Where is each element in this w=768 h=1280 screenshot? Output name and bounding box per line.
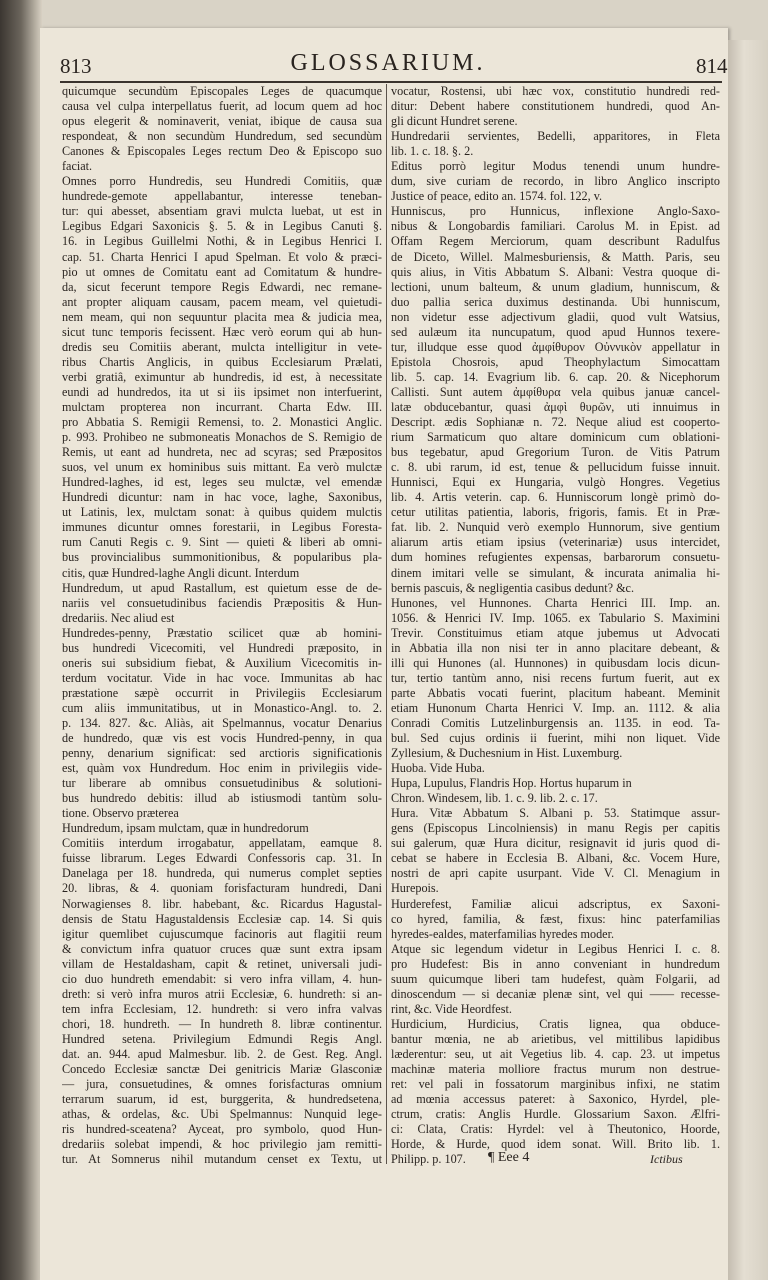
text-line: immunes dicuntur omnes forestarii, in Legibus Foresta- [62,520,382,535]
running-title: GLOSSARIUM. [290,50,486,76]
text-line: rint, &c. Vide Heordfest. [391,1001,512,1016]
text-line: vocatur, Rostensi, ubi hæc vox, constitutio hundredi red- [391,84,720,98]
text-line: bus tegebatur, apud Gregorium Turon. de Vitis Patrum [391,445,720,460]
catchword: Ictibus [650,1152,683,1166]
text-line: lib. 4. Artis veterin. cap. 6. Hunniscorum longè primò do- [391,490,720,505]
text-line: cap. 51. Charta Henrici I apud Spelman. Et volo & præci- [62,249,382,264]
text-line: quis alius, in Vitis Abbatum S. Albani: Vestra quoque di- [391,264,720,279]
text-line: terrarum suarum, id est, burggerita, & hundredsetena, [62,1092,382,1107]
text-line: sed aulæum ita nuncupatum, quod apud Hunnos texere- [391,324,720,339]
text-line: præstatione sæpè occurrit in Privilegiis Ecclesiarum [62,685,382,700]
text-line: igitur quemlibet cujuscumque facinoris aut flagitii reum [62,926,382,941]
text-line: mulctam propterea non incurrant. Charta Edw. III. [62,399,382,414]
text-line: fat. lib. 2. Nunquid verò exemplo Hunnorum, sive gentium [391,520,720,535]
column-divider [386,84,387,1164]
left-page-number: 813 [60,54,92,78]
page-edges [728,40,768,1280]
text-line: bantur mœnia, ne ab arietibus, vel mittilibus lapidibus [391,1031,720,1046]
text-line: tione. Observo præterea [62,806,179,821]
text-line: dredis seu Comitiis aberant, mulcta intelligitur in vete- [62,339,382,354]
text-line: Comitiis interdum irrogabatur, appellatam, eamque 8. [62,836,382,851]
text-line: p. 134. 827. &c. Aliàs, ait Spelmannus, vocatur Denarius [62,715,382,730]
text-line: penny, denarium significat: sed arctioris significationis [62,746,382,761]
text-line: ditur: Debent habere constitutionem hundredi, quod An- [391,99,720,114]
text-line: Hundredi dicuntur: nam in hac voce, laghe, Saxonibus, [62,490,382,505]
text-line: bus provincialibus summonitionibus, & popularibus pla- [62,550,382,565]
text-line: Callisti. Sunt autem ἀμφίθυρα vela quibus januæ cancel- [391,384,720,399]
text-line: de hundredo, quæ vis est vocis Hundred-penny, in qua [62,731,382,746]
text-line: Philipp. p. 107. [391,1152,466,1167]
text-line: p. 993. Prohibeo ne submoneatis Monachos de S. Remigio de [62,430,382,445]
text-line: Justice of peace, edito an. 1574. fol. 122, v. [391,189,603,204]
text-line: Horde, & Hurde, quod idem sonat. Will. Brito lib. 1. [391,1137,720,1152]
text-line: Hurdicium, Hurdicius, Cratis lignea, qua obduce- [391,1016,720,1031]
text-line: ad mœnia accessus pateret: à Saxonico, Hyrdel, ple- [391,1092,720,1107]
text-line: lectioni, unum balteum, & unum gladium, hunniscum, & [391,279,720,294]
text-line: villam de Hestaldasham, capit & retinet, universali judi- [62,956,382,971]
text-line: tur: qui abesset, absentiam gravi mulcta luebat, ut est in [62,204,382,219]
text-line: & convictum infra quatuor cruces quæ sunt extra ipsam [62,941,382,956]
text-line: ant propter aliquam causam, pacem meam, vel quietudi- [62,294,382,309]
text-line: Offam Regem Merciorum, quam describunt Radulfus [391,234,720,249]
text-line: athas, & ordelas, &c. Ubi Spelmannus: Nunquid lege- [62,1107,382,1122]
text-line: Hundred-laghes, id est, leges seu mulctæ, vel emendæ [62,475,382,490]
text-line: dinoscendum — si decaniæ plenæ sint, vel qui —— recesse- [391,986,720,1001]
text-line: fuisse librarum. Leges Edwardi Confessoris cap. 31. In [62,851,382,866]
text-line: densis de Statu Hagustaldensis Ecclesiæ cap. 14. Si quis [62,911,382,926]
text-line: quicumque secundùm Episcopales Leges de quacumque [62,84,382,98]
text-line: pro Abbatia S. Remigii Remensi, to. 2. Monastici Anglic. [62,415,382,430]
text-line: dredariis solebat impendi, & hoc privilegio jam remitti- [62,1137,382,1152]
text-line: opus elegerit & nominaverit, veniat, ibique de causa sua [62,114,382,129]
text-line: bul. Sed cujus ordinis ii fuerint, mihi non liquet. Vide [391,731,720,746]
text-line: suum quicumque liberi tam hudefest, quàm Folgarii, ad [391,971,720,986]
text-line: chori, 18. hundreth. — In hundreth 8. libræ continentur. [62,1016,382,1031]
text-line: Hurepois. [391,881,439,896]
text-line: terdum vocitatur. Vide in hac voce. Immunitas ab hac [62,670,382,685]
text-line: aliarum artis etiam ipsius (veterinariæ) usus intercidet, [391,535,720,550]
text-line: cio duo hundreth emendabit: si vero infra villam, 4. hun- [62,971,382,986]
text-line: co hyred, familia, & fæst, fixus: hinc paterfamilias [391,911,720,926]
text-line: dat. an. 944. apud Malmesbur. lib. 2. de Gest. Reg. Angl. [62,1047,382,1061]
text-line: læderentur: seu, ut ait Vegetius lib. 4. cap. 23. ut impetus [391,1047,720,1061]
text-line: causa vel culpa interpellatus fuerit, ad locum quem ad hoc [62,99,382,114]
text-line: latæ obducebantur, quasi ἀμφὶ θυρῶν, uti innuimus in [391,399,720,414]
text-line: faciat. [62,159,93,174]
text-line: nariis vel consuetudinibus faciendis Præpositis & Hun- [62,595,382,610]
text-line: tem infra Ecclesiam, 12. hundreth: si vero infra valvas [62,1001,382,1016]
text-line: machinæ materia molliore fractus murum non destrue- [391,1062,720,1077]
text-line: tur, illudque esse quod ἀμφίθυρον Οὐννικὸν appellatur in [391,339,720,354]
text-line: cum aliis immunitatibus, ut in Monastico-Angl. to. 2. [62,700,382,715]
text-line: pro Hudefest: Bis in anno conveniant in hundredum [391,956,720,971]
text-line: 16. in Legibus Guillelmi Nothi, & in Legibus Henrici I. [62,234,382,249]
text-line: tur liberare ab omnibus consuetudinibus & solutioni- [62,776,382,791]
text-line: Hundredum, ut apud Rastallum, est quietum esse de de- [62,580,382,595]
text-line: sui galerum, quæ Hura dicitur, resignavit id juris quod di- [391,836,720,851]
text-line: 20. libras, & 4. quoniam forisfacturam hundredi, Dani [62,881,382,896]
text-line: c. 8. ubi rarum, id est, tenue & pellucidum fuisse innuit. [391,460,720,475]
text-line: Hundredum, ipsam mulctam, quæ in hundredorum [62,821,309,836]
text-line: rum Canuti Regis c. 9. Sint — quieti & liberi ab omni- [62,535,382,550]
text-line: Atque sic legendum videtur in Legibus Henrici I. c. 8. [391,941,720,956]
text-line: Hundredes-penny, Præstatio scilicet quæ ab homini- [62,625,382,640]
text-line: Editus porrò legitur Modus tenendi unum hundre- [391,159,720,174]
text-line: respondeat, & non secundùm Hundredum, sed secundùm [62,129,382,144]
text-line: sicut tunc temporis fecissent. Hæc verò eorum qui ab hun- [62,324,382,339]
text-line: lib. 5. cap. 14. Evagrium lib. 6. cap. 20. & Nicephorum [391,369,720,384]
text-line: lib. 1. c. 18. §. 2. [391,144,474,159]
text-line: Conradi Comitis Lutzelinburgensis an. 1135. in eod. Ta- [391,715,720,730]
text-line: dum homines refugientes expensas, barbarorum consuetu- [391,550,720,565]
text-line: illi qui Hunones (al. Hunnones) in quibusdam locis dicun- [391,655,720,670]
text-line: Hundredarii servientes, Bedelli, apparitores, in Fleta [391,129,720,144]
text-line: Trevir. Constituimus etiam atque jubemus ut Advocati [391,625,720,640]
text-line: de Diceto, Willel. Malmesburiensis, & Matth. Paris, seu [391,249,720,264]
text-line: duo pallia serica duximus destinanda. Ubi hunniscum, [391,294,720,309]
text-line: Omnes porro Hundredis, seu Hundredi Comitiis, quæ [62,174,382,189]
text-line: ris hundred-sceatena? Ayceat, pro symbolo, quod Hun- [62,1122,382,1137]
text-line: etiam Hunonum Charta Henrici V. Imp. an. 1112. & alia [391,700,720,715]
text-line: 1056. & Henrici IV. Imp. 1065. ex Tabulario S. Maximini [391,610,720,625]
text-line: Danelaga per 18. hundreda, qui numerus complet septies [62,866,382,881]
header-rule [60,81,722,83]
text-line: Canones & Episcopales Leges rectum Deo & Episcopo suo [62,144,382,159]
right-page-number: 814 [696,54,728,78]
text-line: Descript. ædis Sophianæ n. 72. Neque aliud est cooperto- [391,415,720,430]
text-line: nem meam, qui non sequuntur placita mea & judicia mea, [62,309,382,324]
text-line: Hunnisci, Equi ex Hungaria, vulgò Hongres. Vegetius [391,475,720,490]
text-line: Norwagienses 8. libr. habebant, &c. Ricardus Hagustal- [62,896,382,911]
text-line: est, quàm vox Hundredum. Hoc enim in privilegiis vide- [62,761,382,776]
text-line: dreth: si verò infra muros atrii Ecclesiæ, 6. hundreth: si an- [62,986,382,1001]
text-line: parte Abbatis vocati fuerint, placitum habeant. Meminit [391,685,720,700]
text-line: rium Sarmaticum quo altare dominicum cum oblationi- [391,430,720,445]
text-line: bernis pascuis, & negligentia casibus dedunt? &c. [391,580,635,595]
text-line: ret: vel pali in fossatorum marginibus infixi, ne statim [391,1077,720,1092]
text-line: nibus & Longobardis familiari. Carolus M. in Epist. ad [391,219,720,234]
text-line: Remis, ut eant ad hundreta, nec ad scyras; sed Præpositos [62,445,382,460]
signature-mark: ¶ Eee 4 [488,1150,530,1165]
text-line: tur, tertio tantùm anno, nisi recens furtum fuerit, aut ex [391,670,720,685]
text-line: Huoba. Vide Huba. [391,761,485,776]
text-line: Zyllesium, & Duchesnium in Hist. Luxemburg. [391,746,623,761]
text-line: Hura. Vitæ Abbatum S. Albani p. 53. Statimque assur- [391,806,720,821]
text-line: ci: Clata, Cratis: Hyrdel: vel à Theutonico, Hoorde, [391,1122,720,1137]
text-line: citis, quæ Hundred-laghe Angli dicunt. Interdum [62,565,300,580]
text-line: in Abbatia illa non nisi ter in anno placitare debeant, & [391,640,720,655]
text-line: ribus Chartis Anglicis, in quibus Ecclesiarum Prælati, [62,354,382,369]
text-line: Chron. Windesem, lib. 1. c. 9. lib. 2. c. 17. [391,791,598,806]
text-line: tur. At Somnerus nihil mutandum censet ex Textu, ut [62,1152,382,1167]
text-line: — jura, consuetudines, & omnes forisfacturas omnium [62,1077,382,1092]
text-line: Legibus Edgari Saxonicis §. 5. & in Legibus Canuti §. [62,219,382,234]
text-line: dinem imitari velle se simulant, & incurata animalia hi- [391,565,720,580]
text-line: nostri de apri capite usurpant. Vide V. Cl. Menagium in [391,866,720,881]
text-line: Hundred setena. Privilegium Edmundi Regis Angl. [62,1031,382,1046]
text-line: da, sicut fecerunt tempore Regis Edwardi, nec remane- [62,279,382,294]
text-line: gli dicunt Hundret serene. [391,114,518,129]
text-line: cebat se habere in Ecclesia B. Albani, &c. Vocem Hure, [391,851,720,866]
text-line: Epistola Chosrois, apud Theophylactum Simocattam [391,354,720,369]
text-line: eundi ad hundredos, ita ut si iis ipsimet non interfuerint, [62,384,382,399]
text-line: Hurderefest, Familiæ alicui adscriptus, ex Saxoni- [391,896,720,911]
book-spine [0,0,42,1280]
text-line: Hupa, Lupulus, Flandris Hop. Hortus huparum in [391,776,632,791]
text-line: dum, sive curiam de recordo, in libro Anglico inscripto [391,174,720,189]
text-line: verbi gratiâ, eximuntur ab hundredis, id est, à necessitate [62,369,382,384]
text-line: hundrede-gemote appellabantur, interesse teneban- [62,189,382,204]
text-line: ut Latinis, lex, mulctam sonat: à quibus quidem mulctis [62,505,382,520]
text-line: Hunniscus, pro Hunnicus, inflexione Anglo-Saxo- [391,204,720,219]
text-line: suos, vel unum ex hominibus suis mittant. Ea verò mulctæ [62,460,382,475]
text-line: gens (Episcopus Lincolniensis) in manu Regis per capitis [391,821,720,836]
text-line: dredariis. Nec aliud est [62,610,175,625]
text-line: cetur utilitas patientia, laboris, frigoris, famis. Et in Præ- [391,505,720,520]
text-line: bus hundredi Vicecomiti, vel Hundredi præposito, in [62,640,382,655]
text-line: non videtur esse adjectivum gladii, quod vult Watsius, [391,309,720,324]
text-line: hyredes-ealdes, materfamilias hyredes moder. [391,926,615,941]
text-line: oneris sui subsidium fiebat, & Auxilium Vicecomitis in- [62,655,382,670]
text-line: Concedo Ecclesiæ sanctæ Dei genitricis Mariæ Glasconiæ [62,1062,382,1077]
text-line: Hunones, vel Hunnones. Charta Henrici III. Imp. an. [391,595,720,610]
text-line: pio ut omnes de Comitatu eant ad Comitatum & hundre- [62,264,382,279]
text-line: ctrum, cratis: Anglis Hurdle. Glossarium Saxon. Ælfri- [391,1107,720,1122]
right-text-column [391,84,720,1167]
left-text-column [62,84,382,1167]
text-line: bus hundredo debitis: illud ab istiusmodi tantùm solu- [62,791,382,806]
